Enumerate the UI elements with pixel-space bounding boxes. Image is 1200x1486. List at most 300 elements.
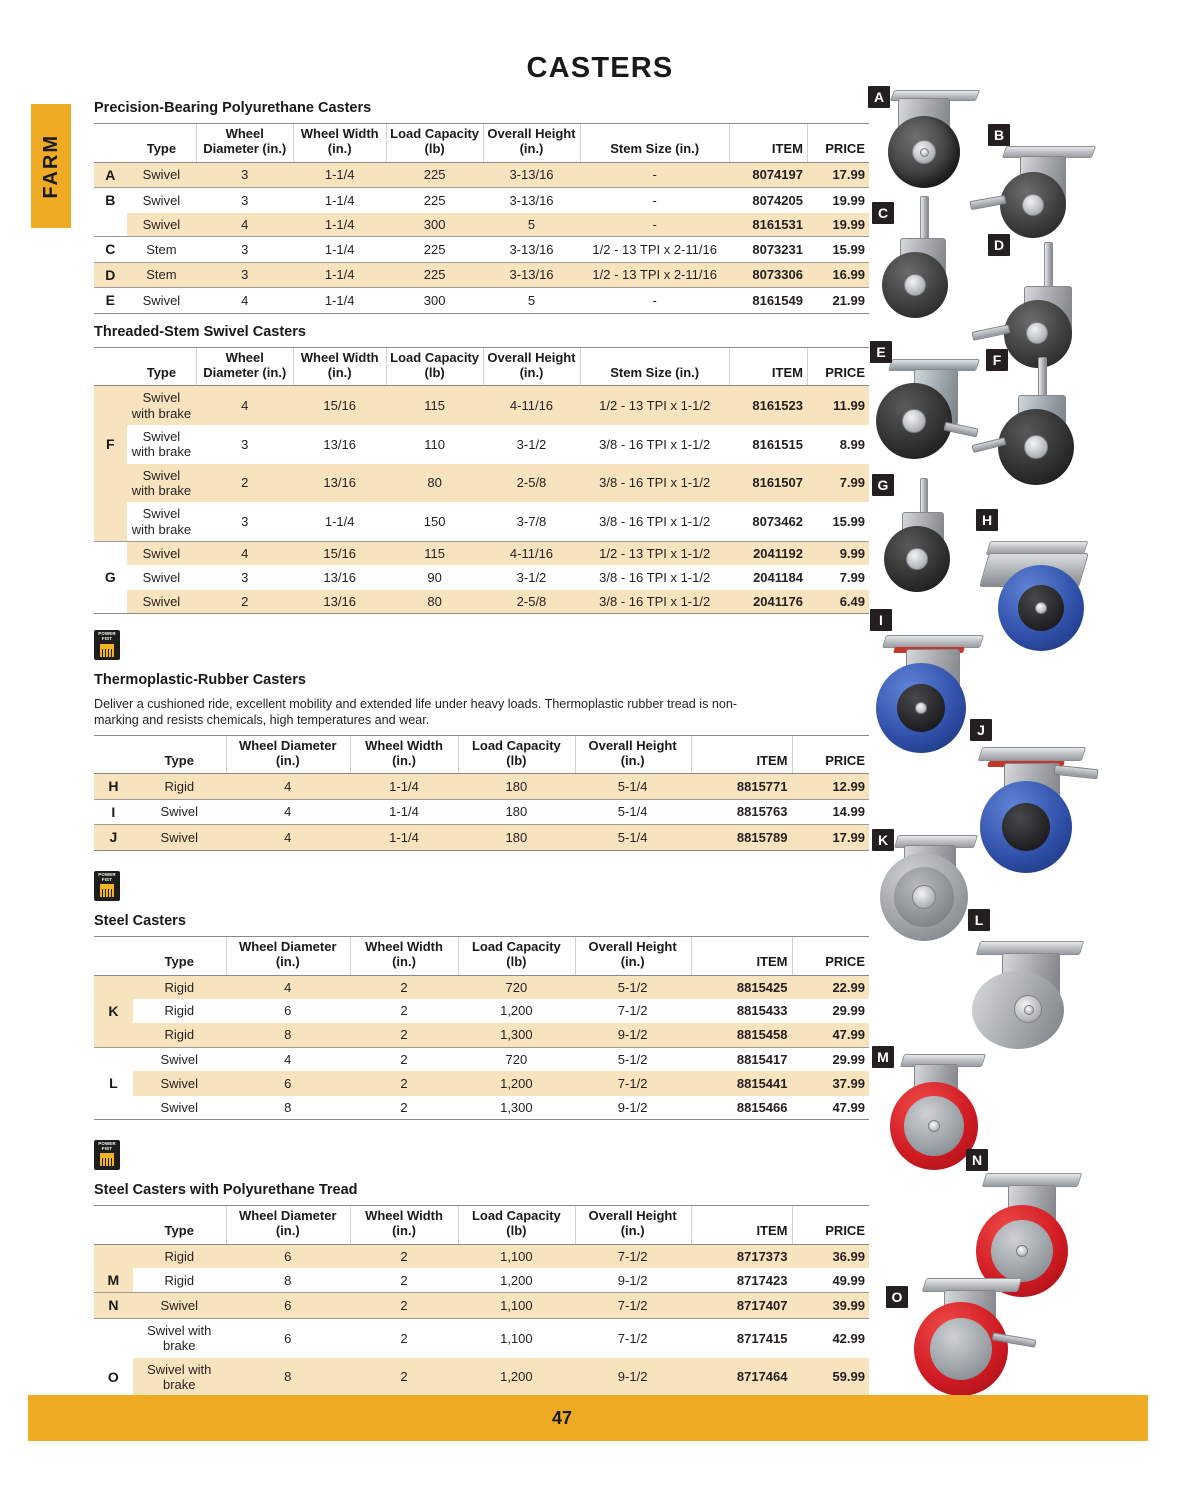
cell-type: Rigid bbox=[133, 975, 226, 999]
cell-wheel-width: 1-1/4 bbox=[350, 799, 459, 825]
table-header-row bbox=[94, 348, 869, 386]
table-row bbox=[94, 1268, 869, 1293]
column-header bbox=[94, 348, 127, 386]
cell-price: 39.99 bbox=[792, 1293, 870, 1319]
cell-overall-height: 9-1/2 bbox=[575, 1358, 691, 1397]
cell-overall-height: 3-13/16 bbox=[483, 237, 580, 263]
cell-item-number: 8073306 bbox=[729, 262, 807, 288]
fist-icon bbox=[99, 643, 115, 658]
section-description-thermoplastic-rubber-casters: Deliver a cushioned ride, excellent mobility and extended life under heavy loads. Thermoplastic rubber tread is non-marking and resists chemicals, high temperatures and wear. bbox=[94, 696, 738, 727]
column-header: Wheel Diameter (in.) bbox=[226, 937, 350, 975]
power-fist-brand-badge bbox=[94, 1140, 120, 1170]
product-image-o bbox=[886, 1264, 1066, 1414]
column-header: Wheel Diameter (in.) bbox=[226, 1206, 350, 1244]
row-letter-label: F bbox=[94, 425, 127, 464]
cell-stem-size: - bbox=[580, 188, 730, 213]
cell-wheel-width: 1-1/4 bbox=[293, 162, 386, 188]
cell-wheel-width: 2 bbox=[350, 1096, 459, 1120]
cell-overall-height: 5 bbox=[483, 288, 580, 314]
row-letter-label: E bbox=[94, 288, 127, 314]
cell-price: 6.49 bbox=[807, 590, 869, 614]
column-header bbox=[94, 735, 133, 773]
image-badge-c: C bbox=[872, 202, 894, 224]
cell-wheel-diameter: 3 bbox=[241, 436, 249, 452]
cell-overall-height: 5-1/2 bbox=[575, 975, 691, 999]
cell-overall-height: 7-1/2 bbox=[575, 1319, 691, 1358]
cell-price: 42.99 bbox=[792, 1319, 870, 1358]
cell-type: Swivel bbox=[133, 799, 226, 825]
row-letter-label: O bbox=[94, 1358, 133, 1397]
cell-wheel-diameter: 6 bbox=[226, 1071, 350, 1096]
cell-overall-height: 2-5/8 bbox=[483, 464, 580, 503]
cell-price: 21.99 bbox=[807, 288, 869, 314]
column-header: Stem Size (in.) bbox=[580, 348, 730, 386]
table-row bbox=[94, 825, 869, 851]
cell-type: Swivel bbox=[133, 1071, 226, 1096]
table-row bbox=[94, 464, 869, 503]
spec-table-steel-casters bbox=[94, 936, 869, 1120]
image-badge-i: I bbox=[870, 609, 892, 631]
column-header: PRICE bbox=[792, 1206, 870, 1244]
cell-item-number: 8815763 bbox=[691, 799, 792, 825]
table-row bbox=[94, 262, 869, 288]
cell-price: 19.99 bbox=[807, 188, 869, 213]
cell-wheel-width: 2 bbox=[350, 1071, 459, 1096]
power-fist-brand-badge bbox=[94, 871, 120, 901]
cell-wheel-diameter: 4 bbox=[196, 386, 293, 425]
cell-type: Swivel bbox=[133, 825, 226, 851]
cell-overall-height: 3-13/16 bbox=[483, 262, 580, 288]
cell-type: Swivel bbox=[127, 288, 197, 314]
column-header: Overall Height (in.) bbox=[483, 348, 580, 386]
table-row bbox=[94, 1358, 869, 1397]
cell-price: 29.99 bbox=[832, 1003, 865, 1019]
cell-item-number: 8161515 bbox=[752, 436, 803, 452]
cell-item-number: 8161549 bbox=[729, 288, 807, 314]
cell-price: 11.99 bbox=[807, 386, 869, 425]
table-row bbox=[94, 288, 869, 314]
row-letter-label: N bbox=[94, 1293, 133, 1319]
cell-price: 12.99 bbox=[792, 774, 870, 800]
column-header: Type bbox=[133, 1206, 226, 1244]
cell-wheel-diameter: 4 bbox=[226, 825, 350, 851]
table-row bbox=[94, 502, 869, 541]
cell-wheel-width: 2 bbox=[350, 1293, 459, 1319]
cell-stem-size: - bbox=[580, 213, 730, 237]
cell-type: Swivel with brake bbox=[127, 464, 197, 503]
cell-item-number: 8717373 bbox=[691, 1244, 792, 1268]
cell-wheel-diameter: 4 bbox=[226, 774, 350, 800]
column-header: Type bbox=[133, 937, 226, 975]
cell-item-number: 8717464 bbox=[691, 1358, 792, 1397]
section-heading-steel-casters-with-polyurethane-tread: Steel Casters with Polyurethane Tread bbox=[94, 1181, 358, 1198]
cell-type: Swivel bbox=[127, 188, 197, 213]
cell-wheel-width: 2 bbox=[350, 1358, 459, 1397]
spec-table-steel-casters-with-polyurethane-tread bbox=[94, 1205, 869, 1423]
cell-stem-size: 1/2 - 13 TPI x 1-1/2 bbox=[580, 542, 730, 566]
cell-stem-size: 3/8 - 16 TPI x 1-1/2 bbox=[599, 436, 711, 452]
cell-overall-height: 5-1/4 bbox=[575, 774, 691, 800]
cell-wheel-diameter: 3 bbox=[196, 188, 293, 213]
column-header: ITEM bbox=[691, 937, 792, 975]
column-header: Overall Height (in.) bbox=[483, 124, 580, 162]
row-letter-label bbox=[94, 1319, 133, 1358]
section-heading-steel-casters: Steel Casters bbox=[94, 912, 186, 929]
image-badge-h: H bbox=[976, 509, 998, 531]
cell-stem-size: 1/2 - 13 TPI x 2-11/16 bbox=[580, 237, 730, 263]
cell-load-capacity: 300 bbox=[386, 288, 483, 314]
row-letter-label: D bbox=[94, 262, 127, 288]
column-header: ITEM bbox=[691, 735, 792, 773]
cell-price: 37.99 bbox=[792, 1071, 870, 1096]
row-letter-label: H bbox=[94, 774, 133, 800]
column-header: Wheel Diameter (in.) bbox=[196, 348, 293, 386]
row-letter-label: B bbox=[94, 188, 127, 213]
cell-wheel-diameter: 8 bbox=[284, 1272, 292, 1288]
column-header: Overall Height (in.) bbox=[575, 1206, 691, 1244]
row-letter-label bbox=[94, 213, 127, 237]
cell-overall-height: 3-13/16 bbox=[483, 162, 580, 188]
cell-wheel-diameter: 8 bbox=[226, 1096, 350, 1120]
cell-load-capacity: 225 bbox=[386, 162, 483, 188]
cell-wheel-diameter: 8 bbox=[226, 1023, 350, 1047]
image-badge-b: B bbox=[988, 124, 1010, 146]
cell-wheel-width: 15/16 bbox=[293, 542, 386, 566]
cell-overall-height: 9-1/2 bbox=[617, 1272, 648, 1288]
cell-price: 29.99 bbox=[792, 1047, 870, 1071]
cell-wheel-diameter: 6 bbox=[284, 1003, 292, 1019]
cell-wheel-width: 15/16 bbox=[293, 386, 386, 425]
cell-wheel-diameter: 4 bbox=[196, 288, 293, 314]
cell-wheel-diameter: 3 bbox=[196, 237, 293, 263]
cell-load-capacity: 720 bbox=[458, 975, 574, 999]
cell-overall-height: 4-11/16 bbox=[483, 542, 580, 566]
cell-type: Swivel bbox=[127, 590, 197, 614]
cell-load-capacity: 1,200 bbox=[458, 1358, 574, 1397]
column-header: Wheel Diameter (in.) bbox=[226, 735, 350, 773]
cell-overall-height: 3-1/2 bbox=[516, 436, 547, 452]
image-badge-a: A bbox=[868, 86, 890, 108]
section-spacer bbox=[94, 851, 869, 861]
cell-price: 47.99 bbox=[792, 1096, 870, 1120]
column-header: PRICE bbox=[792, 937, 870, 975]
cell-item-number: 8815417 bbox=[691, 1047, 792, 1071]
cell-type: Rigid bbox=[164, 1272, 195, 1288]
cell-item-number: 8074205 bbox=[729, 188, 807, 213]
image-badge-m: M bbox=[872, 1046, 894, 1068]
cell-overall-height: 9-1/2 bbox=[575, 1096, 691, 1120]
cell-item-number: 2041176 bbox=[729, 590, 807, 614]
cell-load-capacity: 1,100 bbox=[458, 1293, 574, 1319]
section-spacer bbox=[94, 614, 869, 620]
table-row bbox=[94, 1293, 869, 1319]
cell-type: Rigid bbox=[133, 1244, 226, 1268]
table-row bbox=[94, 213, 869, 237]
cell-load-capacity: 180 bbox=[458, 774, 574, 800]
cell-price: 15.99 bbox=[832, 514, 865, 530]
cell-price: 17.99 bbox=[792, 825, 870, 851]
row-letter-label: L bbox=[94, 1071, 133, 1096]
spec-table-thermoplastic-rubber-casters bbox=[94, 735, 869, 851]
cell-wheel-diameter: 4 bbox=[226, 975, 350, 999]
cell-load-capacity: 115 bbox=[386, 542, 483, 566]
cell-item-number: 8815771 bbox=[691, 774, 792, 800]
image-badge-e: E bbox=[870, 341, 892, 363]
cell-wheel-diameter: 4 bbox=[196, 542, 293, 566]
cell-item-number: 8161523 bbox=[729, 386, 807, 425]
spec-table-threaded-stem-swivel-casters bbox=[94, 347, 869, 614]
cell-wheel-width: 1-1/4 bbox=[293, 213, 386, 237]
row-letter-label: C bbox=[94, 237, 127, 263]
cell-wheel-width: 13/16 bbox=[323, 436, 356, 452]
cell-price: 19.99 bbox=[807, 213, 869, 237]
table-row bbox=[94, 1023, 869, 1047]
cell-price: 7.99 bbox=[807, 464, 869, 503]
row-letter-label bbox=[94, 542, 127, 566]
column-header: Wheel Width (in.) bbox=[350, 735, 459, 773]
cell-overall-height: 9-1/2 bbox=[575, 1023, 691, 1047]
column-header: Wheel Width (in.) bbox=[350, 937, 459, 975]
section-tab-label: FARM bbox=[39, 133, 62, 199]
cell-stem-size: 1/2 - 13 TPI x 2-11/16 bbox=[580, 262, 730, 288]
cell-item-number: 2041192 bbox=[729, 542, 807, 566]
section-tab-farm bbox=[31, 104, 71, 228]
cell-wheel-width: 1-1/4 bbox=[324, 514, 355, 530]
cell-item-number: 8815441 bbox=[691, 1071, 792, 1096]
page-title: CASTERS bbox=[526, 52, 674, 84]
column-header: Load Capacity (lb) bbox=[458, 735, 574, 773]
table-header-row bbox=[94, 124, 869, 162]
cell-wheel-width: 2 bbox=[350, 975, 459, 999]
cell-wheel-width: 2 bbox=[400, 1003, 408, 1019]
table-row bbox=[94, 1319, 869, 1358]
column-header: ITEM bbox=[729, 348, 807, 386]
cell-price: 16.99 bbox=[807, 262, 869, 288]
column-header: Load Capacity (lb) bbox=[386, 348, 483, 386]
table-row bbox=[94, 999, 869, 1024]
cell-item-number: 8717407 bbox=[691, 1293, 792, 1319]
column-header: Type bbox=[133, 735, 226, 773]
cell-overall-height: 5-1/4 bbox=[575, 799, 691, 825]
cell-type: Swivel bbox=[133, 1293, 226, 1319]
cell-overall-height: 5 bbox=[483, 213, 580, 237]
cell-overall-height: 3-7/8 bbox=[516, 514, 547, 530]
cell-item-number: 2041184 bbox=[753, 569, 803, 585]
image-badge-d: D bbox=[988, 234, 1010, 256]
power-fist-badge-text: POWER FIST bbox=[98, 1140, 116, 1151]
table-header-row bbox=[94, 937, 869, 975]
table-header-row bbox=[94, 1206, 869, 1244]
cell-load-capacity: 1,300 bbox=[458, 1023, 574, 1047]
section-heading-threaded-stem-swivel-casters: Threaded-Stem Swivel Casters bbox=[94, 323, 306, 340]
row-letter-label bbox=[94, 1096, 133, 1120]
column-header: Wheel Width (in.) bbox=[293, 124, 386, 162]
table-row bbox=[94, 774, 869, 800]
cell-type: Swivel bbox=[133, 1047, 226, 1071]
column-header: PRICE bbox=[807, 348, 869, 386]
cell-item-number: 8815466 bbox=[691, 1096, 792, 1120]
power-fist-badge-text: POWER FIST bbox=[98, 631, 116, 641]
row-letter-label: I bbox=[94, 799, 133, 825]
cell-type: Swivel with brake bbox=[127, 386, 197, 425]
cell-wheel-width: 1-1/4 bbox=[350, 825, 459, 851]
cell-wheel-diameter: 6 bbox=[226, 1244, 350, 1268]
column-header: Type bbox=[127, 124, 197, 162]
row-letter-label bbox=[94, 590, 127, 614]
table-row bbox=[94, 1244, 869, 1268]
table-row bbox=[94, 386, 869, 425]
cell-stem-size: 3/8 - 16 TPI x 1-1/2 bbox=[580, 590, 730, 614]
cell-wheel-width: 1-1/4 bbox=[293, 237, 386, 263]
cell-type: Swivel bbox=[127, 213, 197, 237]
cell-stem-size: 3/8 - 16 TPI x 1-1/2 bbox=[580, 464, 730, 503]
product-image-column bbox=[866, 84, 1200, 1374]
cell-price: 17.99 bbox=[807, 162, 869, 188]
cell-item-number: 8815789 bbox=[691, 825, 792, 851]
cell-load-capacity: 180 bbox=[458, 825, 574, 851]
cell-load-capacity: 225 bbox=[386, 188, 483, 213]
table-row bbox=[94, 542, 869, 566]
cell-price: 8.99 bbox=[839, 436, 865, 452]
table-row bbox=[94, 1047, 869, 1071]
cell-stem-size: - bbox=[580, 288, 730, 314]
fist-icon bbox=[99, 883, 115, 898]
column-header bbox=[94, 124, 127, 162]
cell-overall-height: 5-1/4 bbox=[575, 825, 691, 851]
column-header: Load Capacity (lb) bbox=[386, 124, 483, 162]
cell-load-capacity: 80 bbox=[386, 464, 483, 503]
column-header: ITEM bbox=[691, 1206, 792, 1244]
column-header: Overall Height (in.) bbox=[575, 937, 691, 975]
row-letter-label: G bbox=[94, 565, 127, 590]
column-header: Load Capacity (lb) bbox=[458, 1206, 574, 1244]
cell-wheel-width: 13/16 bbox=[293, 590, 386, 614]
cell-item-number: 8161531 bbox=[729, 213, 807, 237]
section-spacer bbox=[94, 314, 869, 324]
column-header: Wheel Diameter (in.) bbox=[196, 124, 293, 162]
cell-price: 36.99 bbox=[792, 1244, 870, 1268]
image-badge-o: O bbox=[886, 1286, 908, 1308]
cell-item-number: 8717423 bbox=[736, 1272, 788, 1288]
cell-overall-height: 2-5/8 bbox=[483, 590, 580, 614]
cell-price: 59.99 bbox=[792, 1358, 870, 1397]
row-letter-label bbox=[94, 502, 127, 541]
cell-overall-height: 3-1/2 bbox=[516, 569, 547, 585]
cell-wheel-diameter: 3 bbox=[196, 162, 293, 188]
cell-price: 49.99 bbox=[832, 1272, 865, 1288]
image-badge-l: L bbox=[968, 909, 990, 931]
table-row bbox=[94, 975, 869, 999]
cell-price: 47.99 bbox=[792, 1023, 870, 1047]
cell-wheel-width: 1-1/4 bbox=[293, 262, 386, 288]
table-row bbox=[94, 590, 869, 614]
cell-item-number: 8815458 bbox=[691, 1023, 792, 1047]
cell-type: Rigid bbox=[164, 1003, 195, 1019]
cell-load-capacity: 115 bbox=[386, 386, 483, 425]
image-badge-k: K bbox=[872, 829, 894, 851]
cell-item-number: 8717415 bbox=[691, 1319, 792, 1358]
table-row bbox=[94, 425, 869, 464]
cell-load-capacity: 150 bbox=[423, 514, 446, 530]
section-heading-precision-bearing-polyurethane-casters: Precision-Bearing Polyurethane Casters bbox=[94, 100, 372, 116]
cell-load-capacity: 90 bbox=[427, 569, 442, 585]
cell-wheel-diameter: 2 bbox=[196, 590, 293, 614]
cell-wheel-diameter: 6 bbox=[226, 1293, 350, 1319]
cell-load-capacity: 1,200 bbox=[500, 1272, 533, 1288]
cell-type: Swivel bbox=[142, 569, 181, 585]
cell-type: Stem bbox=[127, 262, 197, 288]
image-badge-f: F bbox=[986, 349, 1008, 371]
cell-overall-height: 7-1/2 bbox=[575, 1071, 691, 1096]
cell-wheel-width: 1-1/4 bbox=[293, 288, 386, 314]
spec-table-precision-bearing-polyurethane-casters bbox=[94, 123, 869, 313]
cell-load-capacity: 225 bbox=[386, 237, 483, 263]
power-fist-brand-badge bbox=[94, 630, 120, 660]
cell-price: 7.99 bbox=[839, 569, 865, 585]
cell-overall-height: 7-1/2 bbox=[575, 1244, 691, 1268]
section-spacer bbox=[94, 1120, 869, 1130]
column-header: Load Capacity (lb) bbox=[458, 937, 574, 975]
table-row bbox=[94, 565, 869, 590]
cell-item-number: 8815425 bbox=[691, 975, 792, 999]
cell-load-capacity: 720 bbox=[458, 1047, 574, 1071]
cell-wheel-width: 1-1/4 bbox=[293, 188, 386, 213]
cell-overall-height: 7-1/2 bbox=[617, 1003, 648, 1019]
column-header: ITEM bbox=[729, 124, 807, 162]
column-header: Stem Size (in.) bbox=[580, 124, 730, 162]
column-header: PRICE bbox=[792, 735, 870, 773]
cell-type: Swivel bbox=[127, 542, 197, 566]
table-row bbox=[94, 162, 869, 188]
cell-type: Swivel with brake bbox=[133, 1319, 226, 1358]
cell-load-capacity: 300 bbox=[386, 213, 483, 237]
image-badge-n: N bbox=[966, 1149, 988, 1171]
image-badge-j: J bbox=[970, 719, 992, 741]
cell-wheel-width: 2 bbox=[350, 1023, 459, 1047]
column-header bbox=[94, 937, 133, 975]
cell-load-capacity: 110 bbox=[424, 436, 445, 452]
column-header: Wheel Width (in.) bbox=[293, 348, 386, 386]
row-letter-label bbox=[94, 975, 133, 999]
column-header: Overall Height (in.) bbox=[575, 735, 691, 773]
table-row bbox=[94, 799, 869, 825]
cell-type: Rigid bbox=[133, 774, 226, 800]
cell-wheel-width: 13/16 bbox=[293, 464, 386, 503]
cell-wheel-diameter: 8 bbox=[226, 1358, 350, 1397]
table-header-row bbox=[94, 735, 869, 773]
cell-overall-height: 4-11/16 bbox=[483, 386, 580, 425]
section-heading-thermoplastic-rubber-casters: Thermoplastic-Rubber Casters bbox=[94, 672, 306, 689]
image-badge-g: G bbox=[872, 474, 894, 496]
cell-wheel-width: 2 bbox=[350, 1244, 459, 1268]
cell-stem-size: - bbox=[580, 162, 730, 188]
cell-type: Swivel with brake bbox=[131, 506, 192, 537]
cell-price: 9.99 bbox=[807, 542, 869, 566]
cell-wheel-diameter: 4 bbox=[226, 799, 350, 825]
column-header: Wheel Width (in.) bbox=[350, 1206, 459, 1244]
cell-type: Swivel with brake bbox=[133, 1358, 226, 1397]
row-letter-label: M bbox=[94, 1268, 133, 1293]
row-letter-label bbox=[94, 1047, 133, 1071]
cell-wheel-diameter: 3 bbox=[196, 262, 293, 288]
cell-wheel-diameter: 3 bbox=[241, 569, 249, 585]
column-header: Type bbox=[127, 348, 197, 386]
row-letter-label: A bbox=[94, 162, 127, 188]
row-letter-label bbox=[94, 464, 127, 503]
row-letter-label bbox=[94, 386, 127, 425]
row-letter-label: J bbox=[94, 825, 133, 851]
cell-item-number: 8815433 bbox=[736, 1003, 788, 1019]
